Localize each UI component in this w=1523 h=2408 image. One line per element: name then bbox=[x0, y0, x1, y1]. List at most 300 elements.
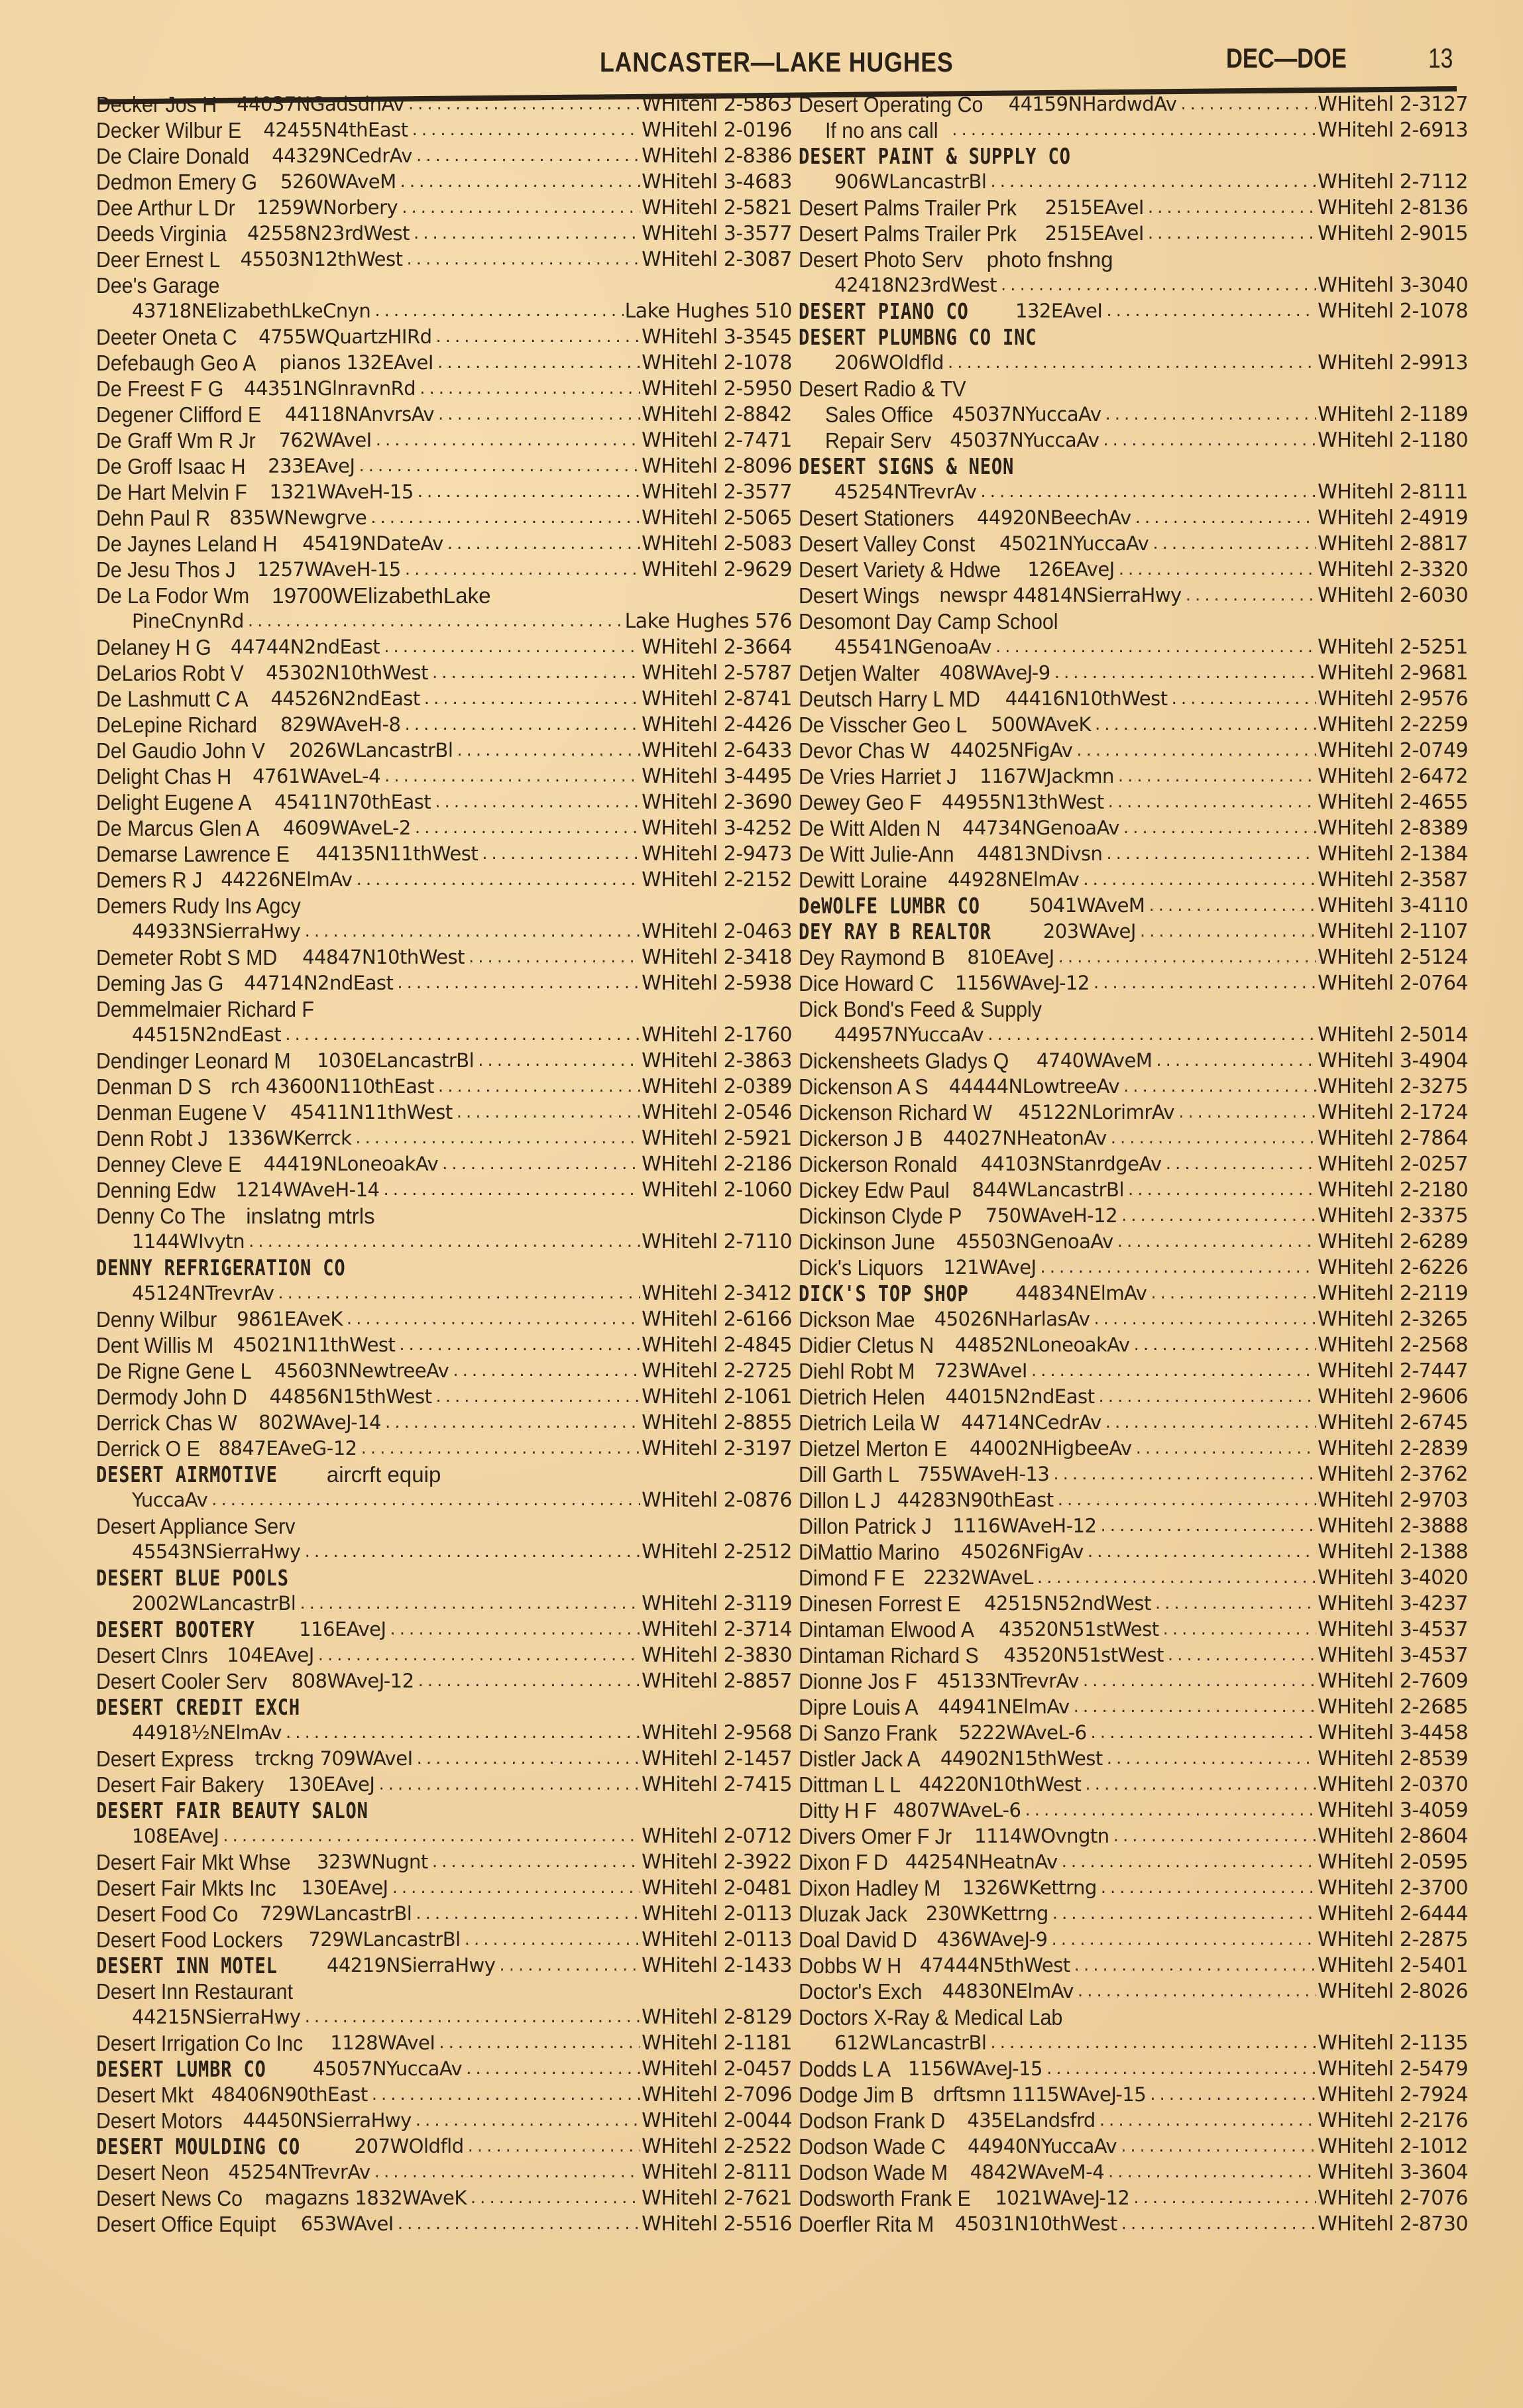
listing bbox=[799, 1565, 1468, 1591]
listing-name: Dickey Edw Paul bbox=[799, 1178, 950, 1202]
dot-leader bbox=[1156, 1048, 1316, 1074]
dot-leader bbox=[399, 1332, 640, 1358]
listing-phone: WHitehl 2-2186 bbox=[642, 1153, 792, 1176]
listing-name: Dermody John D bbox=[96, 1385, 247, 1409]
listing-name: Desert Appliance Serv bbox=[96, 1514, 296, 1538]
listing-line bbox=[799, 1849, 1468, 1875]
dot-leader bbox=[457, 738, 640, 764]
right-column bbox=[799, 91, 1468, 2237]
listing-phone: WHitehl 2-8730 bbox=[1318, 2212, 1468, 2236]
listing-phone: WHitehl 2-8539 bbox=[1318, 1747, 1468, 1770]
listing-phone: WHitehl 3-4683 bbox=[642, 170, 792, 194]
listing-phone: WHitehl 2-7924 bbox=[1318, 2083, 1468, 2106]
listing-address: 104EAveJ bbox=[227, 1644, 314, 1666]
listing bbox=[799, 815, 1468, 841]
listing-address: 4842WAveM-4 bbox=[970, 2161, 1105, 2183]
listing-line bbox=[799, 945, 1468, 970]
listing-name: Dodsworth Frank E bbox=[799, 2186, 971, 2210]
listing-continuation bbox=[96, 1823, 792, 1849]
listing bbox=[799, 2108, 1468, 2134]
listing-address: 1321WAveH-15 bbox=[269, 481, 414, 503]
listing-line bbox=[799, 686, 1468, 712]
listing-name: Del Gaudio John V bbox=[96, 738, 265, 763]
listing bbox=[799, 376, 1468, 402]
listing-name: Di Sanzo Frank bbox=[799, 1721, 938, 1745]
listing bbox=[96, 841, 792, 867]
listing-name: Dedmon Emery G bbox=[96, 170, 257, 194]
listing-line bbox=[799, 1823, 1468, 1849]
listing bbox=[96, 1462, 792, 1513]
listing-name: Desert Fair Mkt Whse bbox=[96, 1850, 291, 1874]
dot-leader bbox=[305, 2004, 641, 2030]
dot-leader bbox=[437, 350, 640, 376]
listing-phone: WHitehl 3-3545 bbox=[642, 325, 792, 349]
dot-leader bbox=[471, 2185, 640, 2211]
listing-name: Deer Ernest L bbox=[96, 247, 221, 272]
listing-name-line bbox=[799, 453, 1468, 479]
listing-name: De La Fodor Wm bbox=[96, 583, 250, 608]
dot-leader bbox=[432, 1849, 640, 1875]
listing-phone: WHitehl 3-4904 bbox=[1318, 1049, 1468, 1072]
listing-line bbox=[799, 1436, 1468, 1462]
listing-address: 835WNewgrve bbox=[229, 506, 367, 529]
listing-address: 130EAveJ bbox=[301, 1876, 388, 1899]
listing-phone: WHitehl 2-1189 bbox=[1318, 403, 1468, 426]
dot-leader bbox=[478, 1048, 640, 1074]
listing-address: 44928NElmAv bbox=[947, 868, 1080, 891]
listing-name-line bbox=[96, 893, 792, 919]
listing-address: 44940NYuccaAv bbox=[967, 2135, 1117, 2157]
listing-address: 1326WKettrng bbox=[962, 1876, 1097, 1899]
listing-name-line bbox=[96, 1978, 792, 2004]
listing bbox=[96, 1617, 792, 1642]
listing-line bbox=[799, 1255, 1468, 1281]
dot-leader bbox=[1153, 531, 1316, 557]
listing-line bbox=[96, 117, 792, 143]
listing-line bbox=[799, 1617, 1468, 1642]
dot-leader bbox=[1037, 1565, 1316, 1591]
dot-leader bbox=[1133, 2185, 1316, 2211]
listing-continuation bbox=[96, 1229, 792, 1255]
listing-name-line bbox=[96, 272, 792, 298]
listing-line bbox=[96, 2159, 792, 2185]
listing bbox=[799, 1953, 1468, 1978]
listing-phone: WHitehl 2-2568 bbox=[1318, 1334, 1468, 1357]
listing-line bbox=[799, 1074, 1468, 1100]
listing-name: Desert Food Lockers bbox=[96, 1927, 283, 1952]
listing-phone: WHitehl 2-2839 bbox=[1318, 1437, 1468, 1460]
dot-leader bbox=[416, 2108, 640, 2134]
listing bbox=[96, 1513, 792, 1565]
dot-leader bbox=[415, 815, 640, 841]
listing-name: Deming Jas G bbox=[96, 971, 224, 996]
listing-line bbox=[799, 1358, 1468, 1384]
listing-name: Desert Photo Serv bbox=[799, 247, 964, 272]
listing-phone: WHitehl 2-3587 bbox=[1318, 868, 1468, 891]
listing-name: Dixon F D bbox=[799, 1850, 888, 1874]
dot-leader bbox=[357, 867, 641, 893]
listing-phone: WHitehl 2-1107 bbox=[1318, 920, 1468, 943]
dot-leader bbox=[1074, 1953, 1316, 1978]
listing-phone: WHitehl 2-6289 bbox=[1318, 1230, 1468, 1253]
listing-address: 2515EAveI bbox=[1044, 222, 1144, 245]
listing-line bbox=[96, 1436, 792, 1462]
listing-line bbox=[799, 1513, 1468, 1539]
listing-phone: WHitehl 2-1181 bbox=[642, 2032, 792, 2055]
dot-leader bbox=[1105, 402, 1317, 428]
listing-address: 45037NYuccaAv bbox=[952, 403, 1101, 426]
listing-name: Dimond F E bbox=[799, 1566, 905, 1590]
listing-line bbox=[96, 324, 792, 350]
listing-name: Dickinson June bbox=[799, 1230, 935, 1254]
listing-address: 42455N4thEast bbox=[263, 119, 408, 141]
listing-line bbox=[96, 1332, 792, 1358]
listing-address: trckng 709WAveI bbox=[254, 1747, 413, 1770]
listing-address: 2002WLancastrBl bbox=[132, 1592, 296, 1615]
listing-name: Denny Co The bbox=[96, 1204, 226, 1228]
listing-line bbox=[799, 1798, 1468, 1823]
listing-phone: WHitehl 2-1760 bbox=[642, 1023, 792, 1047]
listing-address: 45124NTrevrAv bbox=[132, 1282, 274, 1304]
listing bbox=[96, 1255, 792, 1306]
dot-leader bbox=[1100, 1513, 1316, 1539]
listing-line bbox=[799, 1332, 1468, 1358]
listing-phone: WHitehl 2-3197 bbox=[642, 1437, 792, 1460]
listing-name: De Graff Wm R Jr bbox=[96, 428, 256, 453]
listing bbox=[799, 2159, 1468, 2185]
listing bbox=[96, 428, 792, 453]
listing-line bbox=[96, 195, 792, 221]
listing bbox=[96, 453, 792, 479]
dot-leader bbox=[285, 1022, 640, 1048]
listing-address: 44215NSierraHwy bbox=[132, 2006, 301, 2028]
listing-address: YuccaAv bbox=[132, 1489, 208, 1511]
dot-leader bbox=[397, 970, 640, 996]
dot-leader bbox=[980, 479, 1316, 505]
listing bbox=[799, 1436, 1468, 1462]
listing-line bbox=[799, 428, 1468, 453]
listing-phone: WHitehl 2-8857 bbox=[642, 1670, 792, 1693]
dot-leader bbox=[1155, 1591, 1316, 1617]
listing-name: Decker Jos H bbox=[96, 92, 217, 117]
listing bbox=[799, 453, 1468, 505]
dot-leader bbox=[439, 2030, 640, 2056]
dot-leader bbox=[418, 1668, 641, 1694]
dot-leader bbox=[1106, 298, 1316, 324]
listing-phone: WHitehl 2-8389 bbox=[1318, 817, 1468, 840]
listing bbox=[96, 1565, 792, 1617]
listing-address: 45543NSierraHwy bbox=[132, 1540, 301, 1563]
dot-leader bbox=[442, 1151, 640, 1177]
listing bbox=[799, 1617, 1468, 1642]
listing-address: 44027NHeatonAv bbox=[942, 1127, 1107, 1149]
listing-address: 9861EAveK bbox=[237, 1308, 343, 1330]
listing-phone: WHitehl 2-3714 bbox=[642, 1618, 792, 1641]
dot-leader bbox=[402, 195, 640, 221]
dot-leader bbox=[211, 1487, 640, 1513]
listing-phone: WHitehl 2-1078 bbox=[642, 351, 792, 374]
listing-name: Dickensheets Gladys Q bbox=[799, 1049, 1009, 1073]
listing-name: Demers Rudy Ins Agcy bbox=[96, 893, 301, 918]
listing-address: 436WAveJ-9 bbox=[936, 1928, 1048, 1951]
listing-name: Dietzel Merton E bbox=[799, 1436, 948, 1461]
listing bbox=[799, 1901, 1468, 1927]
listing-name: Desert Inn Restaurant bbox=[96, 1979, 294, 2004]
listing-line bbox=[96, 686, 792, 712]
listing bbox=[96, 1203, 792, 1255]
listing-address: pianos 132EAveI bbox=[279, 351, 433, 374]
listing bbox=[799, 298, 1468, 324]
listing-name: DICK'S TOP SHOP bbox=[799, 1281, 969, 1306]
dot-leader bbox=[1091, 1720, 1317, 1746]
listing-address: 2515EAveI bbox=[1044, 196, 1144, 219]
listing-name: Repair Serv bbox=[825, 428, 932, 453]
listing-line bbox=[799, 893, 1468, 919]
dot-leader bbox=[465, 1927, 640, 1953]
listing-phone: Lake Hughes 510 bbox=[624, 300, 792, 323]
listing-line bbox=[96, 376, 792, 402]
listing-name: Dittman L L bbox=[799, 1772, 901, 1797]
listing-phone: WHitehl 2-1384 bbox=[1318, 842, 1468, 866]
listing-line bbox=[96, 1358, 792, 1384]
listing-address: 4740WAveM bbox=[1036, 1049, 1153, 1072]
dot-leader bbox=[400, 169, 640, 195]
listing bbox=[799, 712, 1468, 738]
page-header bbox=[99, 40, 1451, 93]
listing-name: Dewey Geo F bbox=[799, 790, 922, 815]
listing bbox=[799, 1255, 1468, 1281]
dot-leader bbox=[987, 1022, 1316, 1048]
listing-line bbox=[96, 945, 792, 970]
listing-name: Dillon L J bbox=[799, 1488, 881, 1513]
listing-address: 500WAveK bbox=[991, 713, 1091, 736]
listing-address: 612WLancastrBl bbox=[834, 2032, 987, 2054]
listing-line bbox=[799, 789, 1468, 815]
listing bbox=[799, 1694, 1468, 1720]
dot-leader bbox=[1074, 1694, 1316, 1720]
listing-phone: WHitehl 2-3830 bbox=[642, 1644, 792, 1667]
dot-leader bbox=[318, 1642, 640, 1668]
listing-line bbox=[799, 1125, 1468, 1151]
listing-name: Dehn Paul R bbox=[96, 506, 211, 530]
listing-phone: WHitehl 2-0044 bbox=[642, 2109, 792, 2132]
listing-phone: WHitehl 2-0196 bbox=[642, 119, 792, 142]
listing-name: Decker Wilbur E bbox=[96, 118, 242, 143]
listing bbox=[96, 195, 792, 221]
listing-address: 45254NTrevrAv bbox=[834, 481, 977, 503]
listing-address: 1114WOvngtn bbox=[974, 1825, 1109, 1847]
listing-name-line bbox=[96, 1694, 792, 1720]
listing-address: 203WAveJ bbox=[1043, 920, 1136, 943]
listing-line bbox=[96, 402, 792, 428]
listing-phone: WHitehl 2-3320 bbox=[1318, 558, 1468, 581]
listing bbox=[799, 1720, 1468, 1746]
listing-name: Dee Arthur L Dr bbox=[96, 196, 235, 220]
listing-address: 1144WIvytn bbox=[132, 1230, 245, 1253]
listing-continuation bbox=[799, 2030, 1468, 2056]
listing-phone: WHitehl 2-9568 bbox=[642, 1721, 792, 1745]
listing-name: Demers R J bbox=[96, 868, 203, 892]
listing-line bbox=[96, 428, 792, 453]
listing-line bbox=[96, 1746, 792, 1772]
listing-line bbox=[799, 298, 1468, 324]
listing-phone: WHitehl 2-3888 bbox=[1318, 1515, 1468, 1538]
dot-leader bbox=[1136, 1436, 1317, 1462]
listing-address: 653WAveI bbox=[300, 2212, 394, 2235]
listing-line bbox=[799, 1720, 1468, 1746]
listing-address: 44957NYuccaAv bbox=[834, 1023, 984, 1046]
listing bbox=[96, 117, 792, 143]
listing-phone: WHitehl 2-5863 bbox=[642, 93, 792, 116]
listing-phone: WHitehl 2-1433 bbox=[642, 1954, 792, 1977]
listing-line bbox=[799, 195, 1468, 221]
listing-name: DiMattio Marino bbox=[799, 1540, 940, 1564]
listing-address: 5041WAveM bbox=[1029, 894, 1145, 917]
listing-phone: WHitehl 2-0876 bbox=[642, 1489, 792, 1512]
listing bbox=[96, 1074, 792, 1100]
listing-phone: WHitehl 3-4110 bbox=[1318, 894, 1468, 917]
listing-name: Desert Express bbox=[96, 1747, 234, 1771]
listing-line bbox=[96, 1125, 792, 1151]
listing-continuation bbox=[96, 1539, 792, 1565]
listing bbox=[96, 996, 792, 1048]
dot-leader bbox=[1178, 1100, 1316, 1125]
listing-name: If no ans call bbox=[825, 118, 938, 143]
listing-phone: WHitehl 2-0712 bbox=[642, 1825, 792, 1848]
listing-name: De Rigne Gene L bbox=[96, 1359, 252, 1383]
listing bbox=[799, 841, 1468, 867]
listing-name: De Groff Isaac H bbox=[96, 454, 246, 479]
dot-leader bbox=[355, 1125, 640, 1151]
listing-address: 45057NYuccaAv bbox=[313, 2057, 463, 2080]
listing-line bbox=[96, 2134, 792, 2159]
listing-name-line bbox=[799, 324, 1468, 350]
dot-leader bbox=[438, 402, 640, 428]
listing bbox=[799, 2185, 1468, 2211]
listing-line bbox=[799, 1281, 1468, 1306]
listing-name: Desert Fair Bakery bbox=[96, 1772, 264, 1797]
listing-address: 45021N11thWest bbox=[233, 1334, 396, 1356]
listing-phone: WHitehl 2-3700 bbox=[1318, 1876, 1468, 1900]
dot-leader bbox=[1031, 1358, 1316, 1384]
listing-name: Dick Bond's Feed & Supply bbox=[799, 997, 1042, 1021]
listing-phone: WHitehl 2-1388 bbox=[1318, 1540, 1468, 1564]
listing-phone: WHitehl 2-1724 bbox=[1318, 1101, 1468, 1124]
listing bbox=[799, 764, 1468, 789]
listing bbox=[96, 479, 792, 505]
dot-leader bbox=[1128, 1177, 1316, 1203]
listing-phone: WHitehl 2-8741 bbox=[642, 687, 792, 711]
listing-phone: WHitehl 2-3418 bbox=[642, 946, 792, 969]
dot-leader bbox=[453, 1358, 640, 1384]
listing bbox=[96, 350, 792, 376]
listing-line bbox=[799, 1048, 1468, 1074]
listing bbox=[799, 2082, 1468, 2108]
dot-leader bbox=[416, 143, 640, 169]
listing bbox=[799, 91, 1468, 117]
listing-name: Dey Raymond B bbox=[799, 945, 946, 970]
dot-leader bbox=[1140, 919, 1316, 945]
listing-address: 1021WAveJ-12 bbox=[995, 2187, 1130, 2209]
listing-line bbox=[799, 1591, 1468, 1617]
listing-line bbox=[96, 1100, 792, 1125]
listing-address: 44419NLoneoakAv bbox=[263, 1153, 439, 1175]
listing-line bbox=[96, 2211, 792, 2237]
dot-leader bbox=[420, 376, 640, 402]
listing-name: Dill Garth L bbox=[799, 1462, 899, 1487]
listing-name: DENNY REFRIGERATION CO bbox=[96, 1255, 346, 1281]
listing-line bbox=[96, 2056, 792, 2082]
dot-leader bbox=[248, 608, 624, 634]
listing-name: Desert Food Co bbox=[96, 1902, 239, 1926]
listing-address: 44515N2ndEast bbox=[132, 1023, 282, 1046]
listing-address: 43718NElizabethLkeCnyn bbox=[132, 300, 371, 322]
listing bbox=[799, 143, 1468, 195]
listing-name-line bbox=[799, 247, 1468, 272]
listing-address: 44416N10thWest bbox=[1005, 687, 1168, 710]
listing-name: Dipre Louis A bbox=[799, 1695, 919, 1719]
listing-address: 44254NHeatnAv bbox=[905, 1851, 1058, 1873]
listing-name: Desert Neon bbox=[96, 2160, 209, 2185]
listing-name: Desert Operating Co bbox=[799, 92, 984, 117]
listing-address: 43520N51stWest bbox=[999, 1618, 1159, 1640]
listing-phone: WHitehl 2-7110 bbox=[642, 1230, 792, 1253]
listing bbox=[96, 247, 792, 272]
listing-name: Didier Cletus N bbox=[799, 1333, 934, 1357]
listing bbox=[799, 1798, 1468, 1823]
listing-phone: WHitehl 2-0749 bbox=[1318, 739, 1468, 762]
dot-leader bbox=[436, 324, 641, 350]
listing-address: 42418N23rdWest bbox=[834, 274, 997, 296]
dot-leader bbox=[1151, 1281, 1316, 1306]
listing bbox=[96, 2082, 792, 2108]
dot-leader bbox=[1052, 1901, 1316, 1927]
listing-name: De Marcus Glen A bbox=[96, 816, 260, 840]
listing-continuation bbox=[799, 272, 1468, 298]
listing-address: 44813NDivsn bbox=[976, 842, 1103, 865]
listing-phone: WHitehl 2-5251 bbox=[1318, 636, 1468, 659]
listing-line bbox=[96, 557, 792, 583]
listing-note: 19700WElizabethLake bbox=[272, 583, 491, 608]
dot-leader bbox=[412, 117, 640, 143]
listing-line bbox=[799, 1177, 1468, 1203]
listing bbox=[96, 1048, 792, 1074]
listing-continuation bbox=[799, 169, 1468, 195]
listing-address: 45122NLorimrAv bbox=[1018, 1101, 1175, 1123]
listing-address: 1167WJackmn bbox=[980, 765, 1114, 787]
listing-name: Denney Cleve E bbox=[96, 1152, 242, 1176]
listing-name: De Witt Alden N bbox=[799, 816, 941, 840]
listing-address: PineCnynRd bbox=[132, 610, 244, 632]
listing-name-line bbox=[96, 1203, 792, 1229]
listing-address: 45037NYuccaAv bbox=[950, 429, 1100, 451]
listing-name: Dodson Frank D bbox=[799, 2108, 946, 2133]
listing-address: 45302N10thWest bbox=[266, 661, 429, 684]
listing-phone: WHitehl 2-2522 bbox=[642, 2135, 792, 2158]
dot-leader bbox=[447, 531, 640, 557]
listing-line bbox=[799, 1487, 1468, 1513]
listing-address: 810EAveJ bbox=[967, 946, 1054, 968]
dot-leader bbox=[432, 660, 640, 686]
listing-address: 132EAveI bbox=[1015, 300, 1103, 322]
listing bbox=[96, 324, 792, 350]
listing-continuation bbox=[96, 608, 792, 634]
listing bbox=[96, 634, 792, 660]
running-title: LANCASTER—LAKE HUGHES bbox=[600, 46, 954, 78]
listing-phone: WHitehl 2-7112 bbox=[1318, 170, 1468, 194]
listing-address: 1156WAveJ-12 bbox=[954, 972, 1090, 994]
listing-address: 45411N11thWest bbox=[290, 1101, 453, 1123]
